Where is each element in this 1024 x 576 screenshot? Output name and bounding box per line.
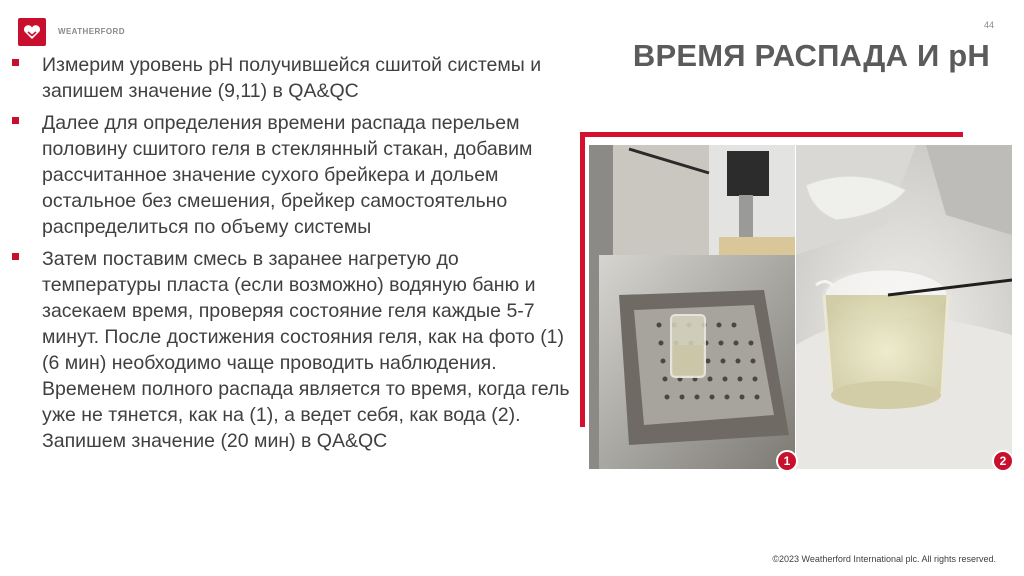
page-title: ВРЕМЯ РАСПАДА И pH — [632, 38, 990, 73]
accent-bar-left — [580, 132, 585, 427]
page-number: 44 — [983, 20, 994, 30]
photo-badge: 2 — [992, 450, 1014, 472]
bullet-text: Далее для определения времени распада перельем половину сшитого геля в стеклянный стакан, добавим рассчитанное значение сухого брейкера и дольем остальное без смешения, брейкер самостоятельно распределиться по объему системы — [42, 112, 533, 238]
copyright-footer: ©2023 Weatherford International plc. All rights reserved. — [772, 554, 996, 564]
bullet-list — [12, 52, 572, 460]
accent-bar-top — [580, 132, 963, 137]
beaker-gel-photo — [796, 145, 1012, 469]
water-bath-beaker-photo — [589, 145, 795, 469]
bullet-item — [12, 52, 572, 104]
bullet-item — [12, 110, 572, 240]
weatherford-logo — [18, 18, 46, 46]
brand-name: WEATHERFORD — [58, 27, 125, 36]
bullet-square-icon — [12, 117, 19, 124]
photo-badge: 1 — [776, 450, 798, 472]
bullet-text: Измерим уровень pH получившейся сшитой системы и запишем значение (9,11) в QA&QC — [42, 54, 542, 102]
bullet-text: Затем поставим смесь в заранее нагретую до температуры пласта (если возможно) водяную баню и засекаем время, проверяя состояние геля каждые 5-7 минут. После достижения состояния геля, как на фото (1) (6 мин) необходимо чаще проводить наблюдения. Временем полного распада является то время, когда гель уже не тянется, как на (1), а ведет себя, как вода (2). Запишем значение (20 мин) в QA&QC — [42, 248, 570, 452]
bullet-square-icon — [12, 253, 19, 260]
bullet-square-icon — [12, 59, 19, 66]
bullet-item — [12, 246, 572, 454]
heart-logo-icon — [23, 24, 41, 40]
